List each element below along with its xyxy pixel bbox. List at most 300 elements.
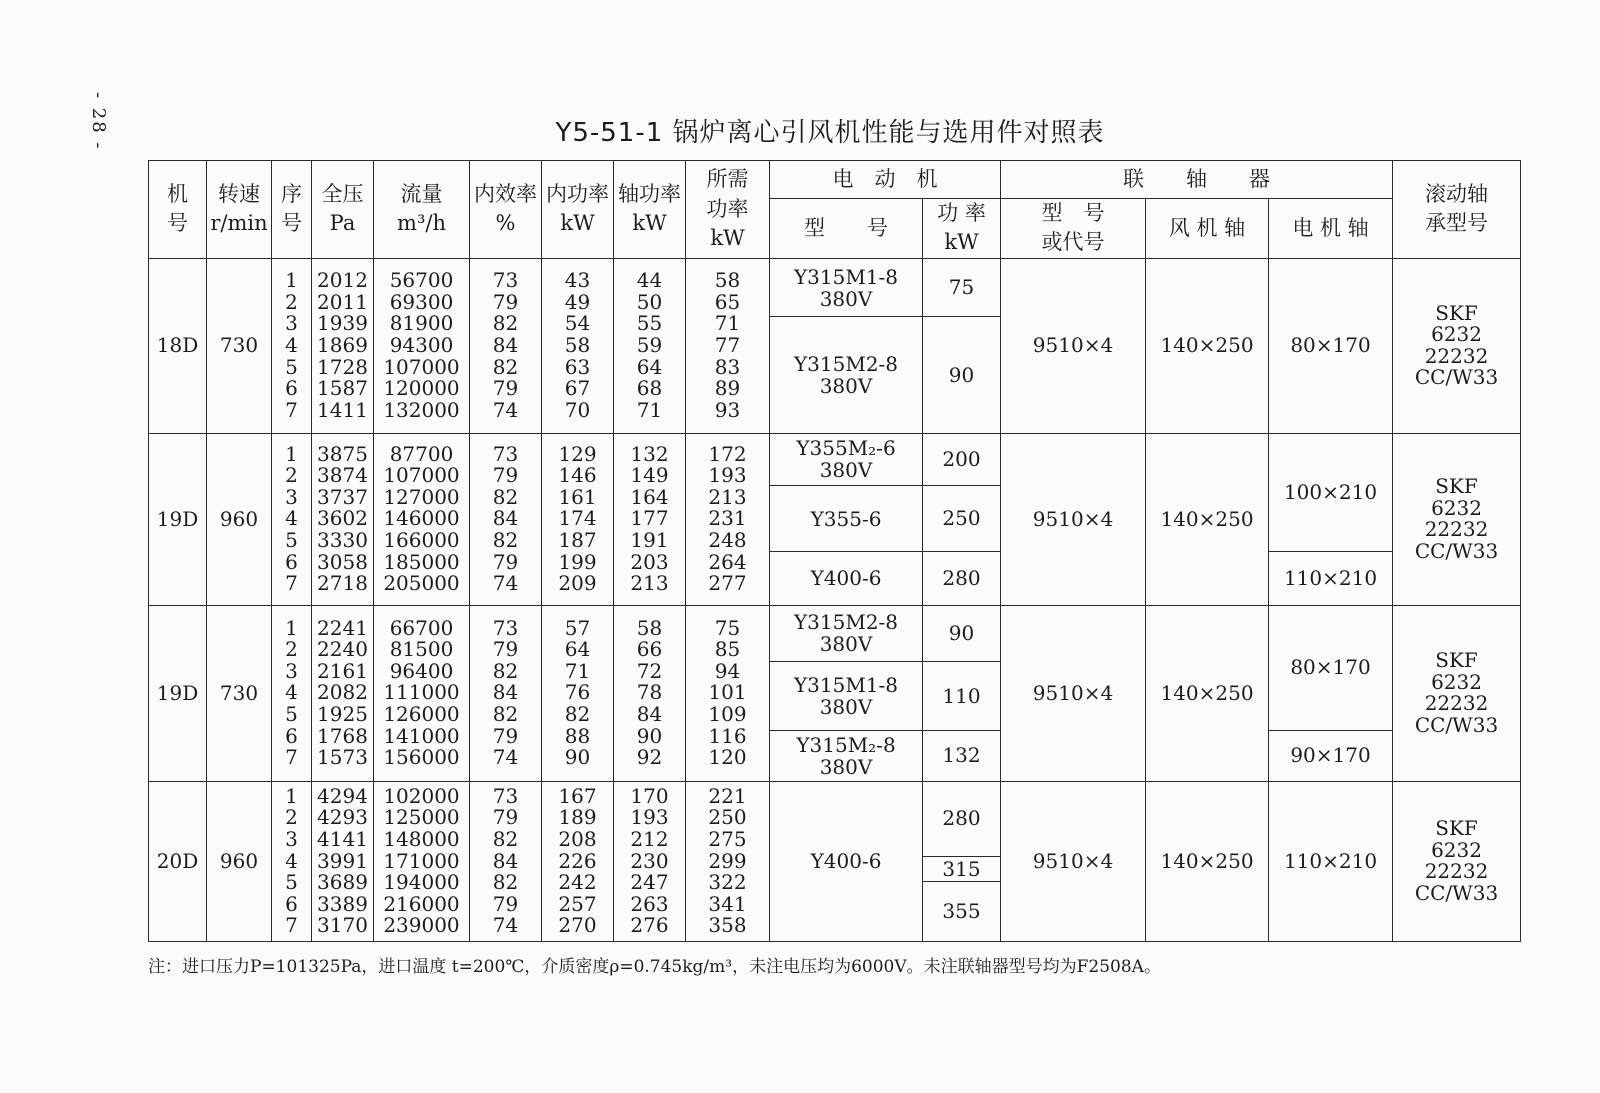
pressure-value: 2241 bbox=[317, 615, 368, 640]
flow-value: 102000 bbox=[383, 783, 460, 808]
header-motor-shaft: 电 机 轴 bbox=[1269, 199, 1393, 259]
req-power-cell bbox=[686, 433, 770, 605]
shaft-power-value: 213 bbox=[630, 571, 669, 596]
motor-model-text: Y355-6 bbox=[810, 506, 882, 531]
machine-no-cell: 20D bbox=[149, 781, 207, 941]
seq-value: 7 bbox=[285, 745, 298, 770]
speed-cell: 730 bbox=[207, 258, 272, 433]
int-power-value: 257 bbox=[558, 891, 597, 916]
int-power-cell bbox=[542, 781, 614, 941]
req-power-value: 109 bbox=[708, 701, 747, 726]
int-power-cell bbox=[542, 605, 614, 781]
int-power-value: 270 bbox=[558, 913, 597, 938]
motor-power-cell: 90 bbox=[923, 317, 1001, 433]
seq-value: 4 bbox=[285, 848, 298, 873]
req-power-cell bbox=[686, 605, 770, 781]
flow-value: 141000 bbox=[383, 723, 460, 748]
pressure-value: 2011 bbox=[317, 289, 368, 314]
req-power-value: 89 bbox=[714, 376, 741, 401]
int-power-value: 167 bbox=[558, 783, 597, 808]
req-power-value: 71 bbox=[714, 311, 741, 336]
motor-model-cell bbox=[770, 258, 923, 317]
bearing-text: 6232 bbox=[1431, 669, 1482, 694]
motor-model-text: 380V bbox=[819, 695, 873, 720]
pressure-value: 2161 bbox=[317, 658, 368, 683]
shaft-power-value: 68 bbox=[636, 376, 663, 401]
seq-value: 2 bbox=[285, 463, 298, 488]
seq-value: 7 bbox=[285, 571, 298, 596]
int-eff-value: 82 bbox=[492, 701, 519, 726]
motor-model-text: Y315M₂-8 bbox=[796, 732, 896, 757]
motor-model-cell: Y400-6 bbox=[770, 781, 923, 941]
motor-power-cell: 315 bbox=[923, 857, 1001, 882]
motor-model-cell bbox=[770, 433, 923, 485]
shaft-power-value: 72 bbox=[636, 658, 663, 683]
req-power-value: 94 bbox=[714, 658, 741, 683]
machine-no-cell: 19D bbox=[149, 433, 207, 605]
shaft-power-value: 212 bbox=[630, 826, 669, 851]
int-eff-value: 73 bbox=[492, 783, 519, 808]
bearing-cell bbox=[1393, 433, 1521, 605]
coupling-model-cell: 9510×4 bbox=[1001, 605, 1146, 781]
seq-value: 1 bbox=[285, 268, 298, 293]
req-power-value: 83 bbox=[714, 354, 741, 379]
shaft-power-value: 230 bbox=[630, 848, 669, 873]
shaft-power-value: 276 bbox=[630, 913, 669, 938]
bearing-text: 22232 bbox=[1424, 343, 1489, 368]
shaft-power-value: 44 bbox=[636, 268, 663, 293]
pressure-value: 3689 bbox=[317, 870, 368, 895]
int-power-value: 187 bbox=[558, 527, 597, 552]
int-power-value: 189 bbox=[558, 805, 597, 830]
motor-shaft-cell: 80×170 bbox=[1269, 605, 1393, 731]
seq-value: 1 bbox=[285, 615, 298, 640]
fan-shaft-cell: 140×250 bbox=[1146, 258, 1269, 433]
bearing-text: 22232 bbox=[1424, 691, 1489, 716]
int-power-value: 67 bbox=[564, 376, 591, 401]
shaft-power-value: 203 bbox=[630, 549, 669, 574]
int-power-value: 63 bbox=[564, 354, 591, 379]
table-row bbox=[149, 605, 1521, 662]
int-power-value: 88 bbox=[564, 723, 591, 748]
pressure-value: 3058 bbox=[317, 549, 368, 574]
int-eff-value: 74 bbox=[492, 745, 519, 770]
req-power-value: 248 bbox=[708, 527, 747, 552]
int-eff-value: 73 bbox=[492, 615, 519, 640]
int-power-value: 129 bbox=[558, 441, 597, 466]
int-eff-value: 79 bbox=[492, 805, 519, 830]
seq-value: 5 bbox=[285, 870, 298, 895]
flow-value: 81900 bbox=[389, 311, 454, 336]
flow-cell bbox=[374, 258, 470, 433]
req-power-value: 358 bbox=[708, 913, 747, 938]
seq-value: 2 bbox=[285, 805, 298, 830]
req-power-value: 277 bbox=[708, 571, 747, 596]
speed-cell: 730 bbox=[207, 605, 272, 781]
table-row bbox=[149, 781, 1521, 856]
seq-value: 1 bbox=[285, 783, 298, 808]
flow-value: 185000 bbox=[383, 549, 460, 574]
header-coupling-model: 型 号 或代号 bbox=[1001, 199, 1146, 259]
shaft-power-value: 92 bbox=[636, 745, 663, 770]
req-power-cell bbox=[686, 258, 770, 433]
pressure-value: 3330 bbox=[317, 527, 368, 552]
header-speed: 转速 r/min bbox=[207, 161, 272, 259]
int-power-value: 43 bbox=[564, 268, 591, 293]
flow-value: 239000 bbox=[383, 913, 460, 938]
pressure-value: 2012 bbox=[317, 268, 368, 293]
pressure-value: 3875 bbox=[317, 441, 368, 466]
pressure-value: 1587 bbox=[317, 376, 368, 401]
shaft-power-cell bbox=[614, 433, 686, 605]
int-eff-value: 82 bbox=[492, 311, 519, 336]
pressure-value: 3602 bbox=[317, 506, 368, 531]
header-machine-no: 机 号 bbox=[149, 161, 207, 259]
shaft-power-value: 84 bbox=[636, 701, 663, 726]
pressure-value: 1728 bbox=[317, 354, 368, 379]
int-power-value: 58 bbox=[564, 332, 591, 357]
int-eff-value: 74 bbox=[492, 913, 519, 938]
bearing-text: CC/W33 bbox=[1414, 712, 1499, 737]
coupling-model-cell: 9510×4 bbox=[1001, 258, 1146, 433]
req-power-value: 93 bbox=[714, 397, 741, 422]
req-power-value: 322 bbox=[708, 870, 747, 895]
int-power-value: 242 bbox=[558, 870, 597, 895]
int-power-cell bbox=[542, 258, 614, 433]
int-eff-value: 79 bbox=[492, 549, 519, 574]
shaft-power-cell bbox=[614, 781, 686, 941]
req-power-value: 77 bbox=[714, 332, 741, 357]
req-power-cell bbox=[686, 781, 770, 941]
req-power-value: 85 bbox=[714, 637, 741, 662]
req-power-value: 221 bbox=[708, 783, 747, 808]
int-power-value: 64 bbox=[564, 637, 591, 662]
shaft-power-value: 55 bbox=[636, 311, 663, 336]
pressure-value: 1768 bbox=[317, 723, 368, 748]
bearing-text: 22232 bbox=[1424, 859, 1489, 884]
flow-value: 81500 bbox=[389, 637, 454, 662]
flow-value: 205000 bbox=[383, 571, 460, 596]
coupling-model-cell: 9510×4 bbox=[1001, 433, 1146, 605]
req-power-value: 75 bbox=[714, 615, 741, 640]
seq-value: 6 bbox=[285, 891, 298, 916]
seq-value: 3 bbox=[285, 484, 298, 509]
int-eff-value: 79 bbox=[492, 723, 519, 748]
int-power-value: 54 bbox=[564, 311, 591, 336]
table-body bbox=[149, 258, 1521, 941]
motor-model-cell bbox=[770, 317, 923, 433]
motor-power-cell: 90 bbox=[923, 605, 1001, 662]
bearing-text: CC/W33 bbox=[1414, 365, 1499, 390]
machine-no-cell: 19D bbox=[149, 605, 207, 781]
pressure-value: 1939 bbox=[317, 311, 368, 336]
header-internal-efficiency: 内效率 % bbox=[470, 161, 542, 259]
seq-value: 3 bbox=[285, 311, 298, 336]
motor-model-text: Y315M2-8 bbox=[793, 610, 899, 635]
shaft-power-value: 164 bbox=[630, 484, 669, 509]
page-title: Y5-51-1 锅炉离心引风机性能与选用件对照表 bbox=[555, 118, 1105, 148]
req-power-value: 58 bbox=[714, 268, 741, 293]
pressure-cell bbox=[312, 605, 374, 781]
shaft-power-value: 64 bbox=[636, 354, 663, 379]
seq-cell bbox=[272, 433, 312, 605]
header-fan-shaft: 风 机 轴 bbox=[1146, 199, 1269, 259]
flow-value: 94300 bbox=[389, 332, 454, 357]
flow-value: 127000 bbox=[383, 484, 460, 509]
shaft-power-value: 59 bbox=[636, 332, 663, 357]
shaft-power-value: 149 bbox=[630, 463, 669, 488]
req-power-value: 65 bbox=[714, 289, 741, 314]
seq-value: 7 bbox=[285, 397, 298, 422]
motor-shaft-cell: 100×210 bbox=[1269, 433, 1393, 551]
req-power-value: 264 bbox=[708, 549, 747, 574]
req-power-value: 231 bbox=[708, 506, 747, 531]
flow-value: 107000 bbox=[383, 354, 460, 379]
motor-shaft-cell: 110×210 bbox=[1269, 781, 1393, 941]
int-eff-value: 84 bbox=[492, 506, 519, 531]
pressure-value: 4141 bbox=[317, 826, 368, 851]
table-row bbox=[149, 433, 1521, 485]
int-eff-value: 73 bbox=[492, 441, 519, 466]
table-note: 注：进口压力P=101325Pa，进口温度 t=200℃，介质密度ρ=0.745kg/m³，未注电压均为6000V。未注联轴器型号均为F2508A。 bbox=[148, 957, 1161, 977]
shaft-power-value: 177 bbox=[630, 506, 669, 531]
seq-value: 7 bbox=[285, 913, 298, 938]
flow-value: 148000 bbox=[383, 826, 460, 851]
bearing-text: 6232 bbox=[1431, 322, 1482, 347]
shaft-power-value: 191 bbox=[630, 527, 669, 552]
int-eff-value: 84 bbox=[492, 848, 519, 873]
motor-power-cell: 110 bbox=[923, 662, 1001, 731]
int-power-value: 71 bbox=[564, 658, 591, 683]
int-power-value: 146 bbox=[558, 463, 597, 488]
motor-model-text: Y315M1-8 bbox=[793, 264, 899, 289]
int-power-value: 70 bbox=[564, 397, 591, 422]
int-eff-value: 74 bbox=[492, 571, 519, 596]
int-eff-cell bbox=[470, 433, 542, 605]
seq-value: 5 bbox=[285, 527, 298, 552]
header-bearing: 滚动轴 承型号 bbox=[1393, 161, 1521, 259]
pressure-value: 2240 bbox=[317, 637, 368, 662]
shaft-power-value: 132 bbox=[630, 441, 669, 466]
table-row bbox=[149, 258, 1521, 317]
pressure-cell bbox=[312, 781, 374, 941]
shaft-power-value: 170 bbox=[630, 783, 669, 808]
seq-value: 6 bbox=[285, 549, 298, 574]
int-eff-cell bbox=[470, 605, 542, 781]
req-power-value: 116 bbox=[708, 723, 747, 748]
int-eff-value: 79 bbox=[492, 289, 519, 314]
shaft-power-value: 90 bbox=[636, 723, 663, 748]
int-power-cell bbox=[542, 433, 614, 605]
motor-model-text: 380V bbox=[819, 374, 873, 399]
int-power-value: 226 bbox=[558, 848, 597, 873]
bearing-text: 6232 bbox=[1431, 495, 1482, 520]
page-number: - 28 - bbox=[88, 92, 109, 151]
header-motor-power: 功 率 kW bbox=[923, 199, 1001, 259]
flow-value: 120000 bbox=[383, 376, 460, 401]
seq-value: 1 bbox=[285, 441, 298, 466]
speed-cell: 960 bbox=[207, 433, 272, 605]
flow-cell bbox=[374, 433, 470, 605]
pressure-value: 1573 bbox=[317, 745, 368, 770]
header-motor: 电 动 机 bbox=[770, 161, 1001, 199]
seq-cell bbox=[272, 605, 312, 781]
header-shaft-power: 轴功率 kW bbox=[614, 161, 686, 259]
seq-value: 4 bbox=[285, 506, 298, 531]
pressure-value: 1925 bbox=[317, 701, 368, 726]
int-eff-cell bbox=[470, 258, 542, 433]
int-eff-value: 73 bbox=[492, 268, 519, 293]
req-power-value: 275 bbox=[708, 826, 747, 851]
header-internal-power: 内功率 kW bbox=[542, 161, 614, 259]
int-power-value: 49 bbox=[564, 289, 591, 314]
machine-no-cell: 18D bbox=[149, 258, 207, 433]
motor-power-cell: 250 bbox=[923, 486, 1001, 552]
header-pressure: 全压 Pa bbox=[312, 161, 374, 259]
seq-value: 5 bbox=[285, 701, 298, 726]
flow-value: 166000 bbox=[383, 527, 460, 552]
motor-model-text: Y315M1-8 bbox=[793, 673, 899, 698]
fan-shaft-cell: 140×250 bbox=[1146, 605, 1269, 781]
motor-power-cell: 280 bbox=[923, 781, 1001, 856]
seq-cell bbox=[272, 781, 312, 941]
motor-model-text: Y400-6 bbox=[810, 566, 882, 591]
bearing-text: 6232 bbox=[1431, 837, 1482, 862]
int-power-value: 208 bbox=[558, 826, 597, 851]
seq-value: 6 bbox=[285, 723, 298, 748]
motor-model-text: 380V bbox=[819, 286, 873, 311]
pressure-value: 2718 bbox=[317, 571, 368, 596]
int-power-value: 82 bbox=[564, 701, 591, 726]
int-power-value: 209 bbox=[558, 571, 597, 596]
req-power-value: 120 bbox=[708, 745, 747, 770]
pressure-value: 3389 bbox=[317, 891, 368, 916]
pressure-value: 2082 bbox=[317, 680, 368, 705]
int-eff-value: 82 bbox=[492, 826, 519, 851]
int-eff-value: 79 bbox=[492, 376, 519, 401]
motor-model-text: Y355M₂-6 bbox=[796, 436, 896, 461]
flow-value: 56700 bbox=[389, 268, 454, 293]
bearing-text: CC/W33 bbox=[1414, 880, 1499, 905]
motor-power-cell: 75 bbox=[923, 258, 1001, 317]
flow-value: 107000 bbox=[383, 463, 460, 488]
int-eff-value: 79 bbox=[492, 891, 519, 916]
pressure-cell bbox=[312, 433, 374, 605]
pressure-value: 3874 bbox=[317, 463, 368, 488]
flow-value: 171000 bbox=[383, 848, 460, 873]
motor-power-cell: 280 bbox=[923, 552, 1001, 605]
motor-shaft-cell: 80×170 bbox=[1269, 258, 1393, 433]
flow-value: 125000 bbox=[383, 805, 460, 830]
seq-value: 4 bbox=[285, 680, 298, 705]
int-eff-value: 82 bbox=[492, 870, 519, 895]
shaft-power-value: 71 bbox=[636, 397, 663, 422]
req-power-value: 250 bbox=[708, 805, 747, 830]
bearing-text: SKF bbox=[1435, 647, 1478, 672]
int-eff-value: 84 bbox=[492, 680, 519, 705]
int-eff-value: 82 bbox=[492, 484, 519, 509]
pressure-value: 4293 bbox=[317, 805, 368, 830]
motor-model-text: 380V bbox=[819, 632, 873, 657]
int-eff-value: 82 bbox=[492, 354, 519, 379]
shaft-power-value: 263 bbox=[630, 891, 669, 916]
int-eff-value: 79 bbox=[492, 637, 519, 662]
seq-value: 5 bbox=[285, 354, 298, 379]
int-eff-cell bbox=[470, 781, 542, 941]
flow-value: 69300 bbox=[389, 289, 454, 314]
seq-value: 2 bbox=[285, 637, 298, 662]
flow-cell bbox=[374, 605, 470, 781]
flow-value: 126000 bbox=[383, 701, 460, 726]
shaft-power-value: 78 bbox=[636, 680, 663, 705]
motor-model-text: 380V bbox=[819, 754, 873, 779]
int-eff-value: 82 bbox=[492, 527, 519, 552]
flow-value: 111000 bbox=[383, 680, 460, 705]
header-seq: 序 号 bbox=[272, 161, 312, 259]
speed-cell: 960 bbox=[207, 781, 272, 941]
bearing-text: 22232 bbox=[1424, 517, 1489, 542]
motor-power-cell: 132 bbox=[923, 731, 1001, 781]
motor-model-text: Y315M2-8 bbox=[793, 352, 899, 377]
motor-model-cell bbox=[770, 486, 923, 552]
flow-value: 66700 bbox=[389, 615, 454, 640]
bearing-cell bbox=[1393, 781, 1521, 941]
int-power-value: 199 bbox=[558, 549, 597, 574]
bearing-text: SKF bbox=[1435, 474, 1478, 498]
int-power-value: 57 bbox=[564, 615, 591, 640]
int-power-value: 174 bbox=[558, 506, 597, 531]
seq-value: 3 bbox=[285, 658, 298, 683]
motor-shaft-cell: 90×170 bbox=[1269, 731, 1393, 781]
req-power-value: 172 bbox=[708, 441, 747, 466]
flow-cell bbox=[374, 781, 470, 941]
shaft-power-value: 58 bbox=[636, 615, 663, 640]
seq-value: 6 bbox=[285, 376, 298, 401]
shaft-power-cell bbox=[614, 605, 686, 781]
flow-value: 194000 bbox=[383, 870, 460, 895]
seq-cell bbox=[272, 258, 312, 433]
pressure-value: 3991 bbox=[317, 848, 368, 873]
header-coupling: 联 轴 器 bbox=[1001, 161, 1393, 199]
flow-value: 87700 bbox=[389, 441, 454, 466]
int-power-value: 76 bbox=[564, 680, 591, 705]
shaft-power-value: 50 bbox=[636, 289, 663, 314]
pressure-value: 3737 bbox=[317, 484, 368, 509]
req-power-value: 101 bbox=[708, 680, 747, 705]
motor-model-cell bbox=[770, 731, 923, 781]
fan-shaft-cell: 140×250 bbox=[1146, 781, 1269, 941]
motor-power-cell: 355 bbox=[923, 882, 1001, 942]
shaft-power-value: 66 bbox=[636, 637, 663, 662]
int-eff-value: 82 bbox=[492, 658, 519, 683]
shaft-power-value: 193 bbox=[630, 805, 669, 830]
req-power-value: 341 bbox=[708, 891, 747, 916]
flow-value: 156000 bbox=[383, 745, 460, 770]
shaft-power-cell bbox=[614, 258, 686, 433]
header-required-power: 所需 功率 kW bbox=[686, 161, 770, 259]
coupling-model-cell: 9510×4 bbox=[1001, 781, 1146, 941]
bearing-text: SKF bbox=[1435, 816, 1478, 841]
int-eff-value: 74 bbox=[492, 397, 519, 422]
flow-value: 216000 bbox=[383, 891, 460, 916]
int-eff-value: 79 bbox=[492, 463, 519, 488]
pressure-value: 4294 bbox=[317, 783, 368, 808]
seq-value: 2 bbox=[285, 289, 298, 314]
req-power-value: 213 bbox=[708, 484, 747, 509]
req-power-value: 193 bbox=[708, 463, 747, 488]
pressure-value: 1869 bbox=[317, 332, 368, 357]
flow-value: 96400 bbox=[389, 658, 454, 683]
